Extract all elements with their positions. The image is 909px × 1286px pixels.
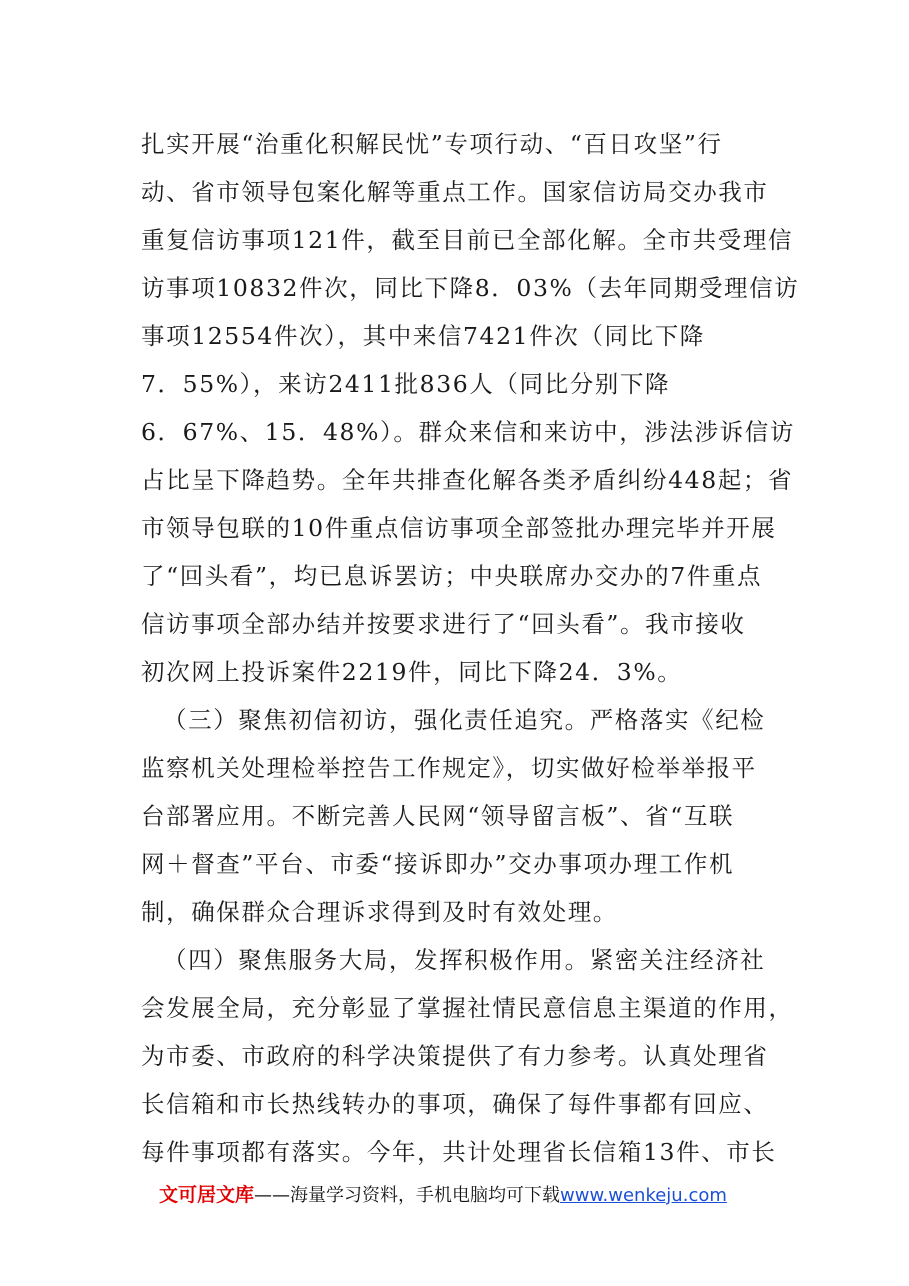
paragraph-line: 6．67%、15．48%）。群众来信和来访中，涉法涉诉信访 — [141, 418, 795, 446]
section-heading-line: （三）聚焦初信初访，强化责任追究。严格落实《纪检 — [163, 706, 766, 734]
paragraph-line: 为市委、市政府的科学决策提供了有力参考。认真处理省 — [141, 1042, 769, 1070]
paragraph-line: 信访事项全部办结并按要求进行了“回头看”。我市接收 — [141, 610, 746, 638]
paragraph-line: 事项12554件次），其中来信7421件次（同比下降 — [141, 322, 705, 350]
paragraph-line: 重复信访事项121件，截至目前已全部化解。全市共受理信 — [141, 226, 794, 254]
paragraph-line: 初次网上投诉案件2219件，同比下降24．3%。 — [141, 658, 683, 686]
paragraph-line: 市领导包联的10件重点信访事项全部签批办理完毕并开展 — [141, 514, 777, 542]
section-heading-line: （四）聚焦服务大局，发挥积极作用。紧密关注经济社 — [163, 946, 766, 974]
paragraph-line: 扎实开展“治重化积解民忧”专项行动、“百日攻坚”行 — [141, 130, 723, 158]
paragraph-line: 网＋督查”平台、市委“接诉即办”交办事项办理工作机 — [141, 850, 735, 878]
paragraph-line: 占比呈下降趋势。全年共排查化解各类矛盾纠纷448起；省 — [141, 466, 794, 494]
paragraph-line: 监察机关处理检举控告工作规定》，切实做好检举举报平 — [141, 754, 757, 782]
footer-brand: 文可居文库 — [159, 1184, 255, 1206]
footer-banner — [159, 1182, 727, 1209]
paragraph-line: 动、省市领导包案化解等重点工作。国家信访局交办我市 — [141, 178, 769, 206]
footer-site-link[interactable]: www.wenkeju.com — [560, 1185, 727, 1206]
paragraph-line: 会发展全局，充分彰显了掌握社情民意信息主渠道的作用， — [141, 994, 794, 1022]
paragraph-line: 长信箱和市长热线转办的事项，确保了每件事都有回应、 — [141, 1090, 769, 1118]
paragraph-line: 访事项10832件次，同比下降8．03%（去年同期受理信访 — [141, 274, 800, 302]
paragraph-line: 7．55%），来访2411批836人（同比分别下降 — [141, 370, 671, 398]
paragraph-line: 台部署应用。不断完善人民网“领导留言板”、省“互联 — [141, 802, 735, 830]
paragraph-line: 每件事项都有落实。今年，共计处理省长信箱13件、市长 — [141, 1138, 777, 1166]
footer-tagline: ——海量学习资料，手机电脑均可下载 — [254, 1185, 561, 1206]
paragraph-line: 制，确保群众合理诉求得到及时有效处理。 — [141, 898, 618, 926]
paragraph-line: 了“回头看”，均已息诉罢访；中央联席办交办的7件重点 — [141, 562, 763, 590]
